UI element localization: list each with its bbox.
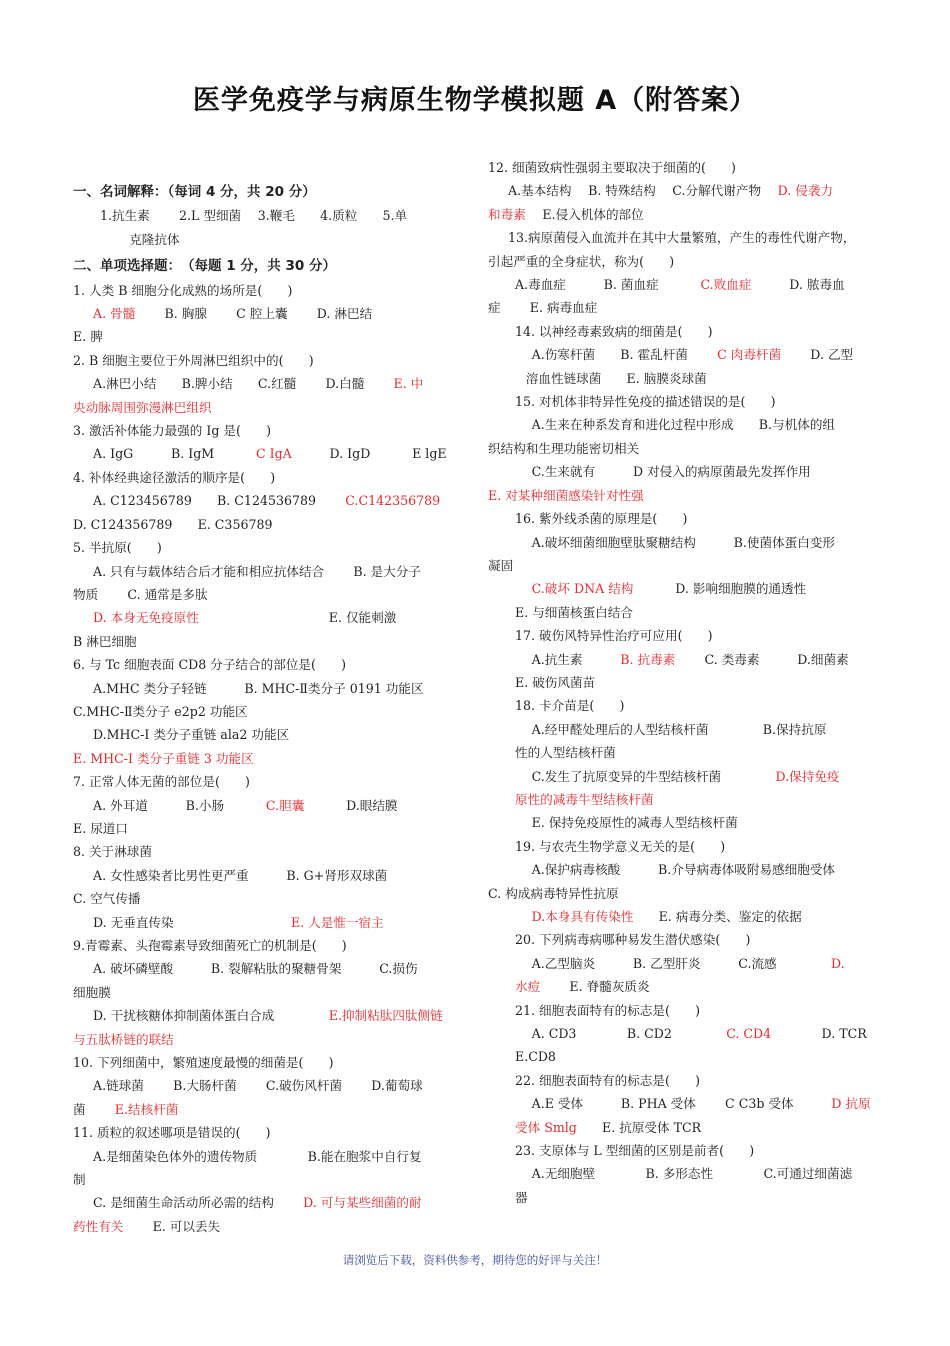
line-text: 16. 紫外线杀菌的原理是( ) — [515, 511, 688, 527]
text-line — [73, 442, 465, 465]
line-text: A.MHC 类分子轻链 B. MHC-Ⅱ类分子 0191 功能区 — [93, 680, 424, 696]
text-line — [488, 554, 880, 577]
line-text: 9.青霉素、头孢霉素导致细菌死亡的机制是( ) — [73, 938, 347, 953]
text-line — [73, 700, 465, 723]
line-text: A. 外耳道 B.小肠 — [93, 797, 266, 813]
answer-text: 与五肽桥链的联结 — [73, 1031, 174, 1047]
line-text: 4. 补体经典途径激活的顺序是( ) — [73, 469, 276, 485]
text-line — [73, 840, 465, 863]
text-line — [488, 1092, 880, 1115]
line-text: A. CD3 B. CD2 — [515, 1026, 727, 1042]
text-line — [73, 887, 465, 910]
text-line — [73, 1074, 465, 1097]
text-line — [488, 1186, 880, 1209]
line-text: 2. B 细胞主要位于外周淋巴组织中的( ) — [73, 352, 314, 368]
text-line — [73, 677, 465, 700]
line-text: A.经甲醛处理后的人型结核杆菌 B.保持抗原 — [515, 721, 827, 737]
text-line — [73, 934, 465, 957]
text-line — [73, 1168, 465, 1191]
line-text: A. 破坏磷壁酸 B. 裂解粘肽的聚糖骨架 C.损伤 — [93, 961, 418, 977]
answer-text: C.胆囊 — [265, 797, 305, 813]
line-text: 20. 下列病毒病哪种易发生潜伏感染( ) — [515, 932, 751, 948]
text-line — [488, 648, 880, 671]
text-line — [73, 349, 465, 372]
text-line — [488, 296, 880, 319]
text-line — [488, 343, 880, 366]
text-line — [488, 531, 880, 554]
line-text: E.CD8 — [515, 1049, 556, 1065]
line-text: A.E 受体 B. PHA 受体 C C3b 受体 — [515, 1096, 832, 1112]
line-text: E. 尿道口 — [73, 820, 128, 836]
line-text: 织结构和生理功能密切相关 — [488, 440, 640, 456]
text-line — [73, 1145, 465, 1168]
line-text: A. C123456789 B. C124536789 — [93, 493, 346, 509]
text-line — [488, 203, 880, 226]
text-line — [488, 835, 880, 858]
text-line — [73, 325, 465, 348]
line-text: 症 E. 病毒血症 — [488, 300, 598, 316]
answer-text: C.C142356789 — [345, 493, 441, 509]
line-text: 一、名词解释：（每词 4 分，共 20 分） — [73, 184, 316, 200]
answer-text: 央动脉周围弥漫淋巴组织 — [73, 399, 212, 415]
line-text: 17. 破伤风特异性治疗可应用( ) — [515, 628, 713, 644]
text-line — [73, 1191, 465, 1214]
line-text: D.MHC-I 类分子重链 ala2 功能区 — [93, 727, 290, 743]
answer-text: C IgA — [255, 446, 292, 462]
line-text: D. 无垂直传染 — [93, 914, 291, 930]
footer-note: 请浏览后下载，资料供参考，期待您的好评与关注！ — [342, 1253, 608, 1267]
text-line — [73, 1098, 465, 1121]
line-text: A.乙型脑炎 B. 乙型肝炎 C.流感 — [515, 955, 832, 971]
text-line — [73, 1121, 465, 1144]
line-text: D. TCR — [771, 1026, 867, 1042]
text-line — [73, 1028, 465, 1051]
text-line — [73, 466, 465, 489]
line-text: A. IgG B. IgM — [93, 446, 256, 462]
text-line — [73, 606, 465, 629]
answer-text: D. 侵袭力 — [777, 183, 834, 199]
line-text: 15. 对机体非特异性免疫的描述错误的是( ) — [515, 394, 776, 410]
line-text: C. 类毒素 D.细菌素 — [675, 651, 849, 667]
text-line — [488, 367, 880, 390]
answer-text: 水痘 — [515, 979, 541, 995]
text-line — [488, 320, 880, 343]
text-line — [488, 250, 880, 273]
line-text: E. 抗原受体 TCR — [576, 1119, 702, 1135]
answer-text: C. CD4 — [726, 1026, 772, 1042]
text-line — [488, 273, 880, 296]
text-line — [488, 507, 880, 530]
line-text: 11. 质粒的叙述哪项是错误的( ) — [73, 1125, 271, 1141]
line-text: 22. 细胞表面特有的标志是( ) — [515, 1072, 700, 1088]
line-text: D. 脓毒血 — [751, 277, 845, 293]
line-text: 19. 与农壳生物学意义无关的是( ) — [515, 838, 726, 854]
line-text: 克隆抗体 — [100, 231, 180, 247]
line-text: 10. 下列细菌中，繁殖速度最慢的细菌是( ) — [73, 1055, 334, 1071]
line-text: A.保护病毒核酸 B.介导病毒体吸附易感细胞受体 — [515, 862, 836, 878]
line-text: C.发生了抗原变异的牛型结核杆菌 — [515, 768, 776, 784]
text-line — [488, 1045, 880, 1068]
answer-text: E. MHC-I 类分子重链 3 功能区 — [73, 750, 254, 766]
line-text: A.基本结构 B. 特殊结构 C.分解代谢产物 — [508, 183, 778, 199]
text-line — [73, 981, 465, 1004]
left-column — [73, 177, 465, 1238]
text-line — [73, 1215, 465, 1238]
text-line — [488, 484, 880, 507]
text-line — [73, 794, 465, 817]
line-text: 引起严重的全身症状，称为( ) — [488, 253, 675, 269]
answer-text: 原性的减毒牛型结核杆菌 — [515, 791, 654, 807]
answer-text: 受体 Smlg — [515, 1119, 577, 1135]
line-text: 物质 C. 通常是多肽 — [73, 586, 208, 602]
line-text: E. 可以丢失 — [123, 1218, 221, 1234]
line-text: D. 乙型 — [781, 347, 854, 363]
line-text: D. 影响细胞膜的通透性 — [633, 581, 807, 597]
text-line — [488, 741, 880, 764]
text-line — [488, 858, 880, 881]
text-line — [488, 624, 880, 647]
text-line — [488, 905, 880, 928]
section-heading — [73, 255, 465, 278]
text-line — [73, 489, 465, 512]
line-text: E. 脊髓灰质炎 — [540, 979, 650, 995]
answer-text: C.败血症 — [700, 277, 752, 293]
answer-text: D. 可与某些细菌的耐 — [303, 1195, 422, 1211]
line-text: 7. 正常人体无菌的部位是( ) — [73, 774, 250, 790]
text-line — [73, 513, 465, 536]
line-text: B. 胸腺 C 腔上囊 D. 淋巴结 — [135, 306, 373, 322]
line-text: 二、单项选择题： （每题 1 分，共 30 分） — [73, 258, 336, 275]
text-line — [488, 788, 880, 811]
answer-text: D.本身具有传染性 — [531, 909, 634, 924]
text-line — [73, 1051, 465, 1074]
text-line — [73, 279, 465, 302]
text-line — [488, 694, 880, 717]
line-text: E. 脾 — [73, 329, 103, 345]
line-text: 6. 与 Tc 细胞表面 CD8 分子结合的部位是( ) — [73, 657, 346, 673]
line-text: 溶血性链球菌 E. 脑膜炎球菌 — [488, 370, 707, 386]
section-heading — [73, 181, 465, 204]
text-line — [73, 747, 465, 770]
answer-text: B. 抗毒素 — [620, 651, 676, 667]
line-text: 凝固 — [488, 557, 514, 573]
line-text: E. 仅能刺激 — [198, 610, 397, 626]
text-line — [73, 396, 465, 419]
line-text: 5. 半抗原( ) — [73, 540, 162, 556]
line-text: E. 病毒分类、鉴定的依据 — [633, 909, 802, 924]
line-text: 8. 关于淋球菌 — [73, 844, 152, 860]
text-line — [488, 671, 880, 694]
text-line — [488, 811, 880, 834]
text-line — [488, 928, 880, 951]
text-line — [488, 601, 880, 624]
text-line — [488, 390, 880, 413]
line-text: 1.抗生素 2.L 型细菌 3.鞭毛 4.质粒 5.单 — [100, 208, 408, 224]
line-text: A.生来在种系发育和进化过程中形成 B.与机体的组 — [515, 417, 836, 433]
answer-text: D 抗原 — [831, 1096, 871, 1112]
text-line — [73, 723, 465, 746]
line-text: 12. 细菌致病性强弱主要取决于细菌的( ) — [488, 160, 736, 175]
text-line — [488, 156, 880, 179]
text-line — [73, 1004, 465, 1027]
text-line — [488, 952, 880, 975]
text-line — [488, 718, 880, 741]
line-text: A.淋巴小结 B.脾小结 C.红髓 D.白髓 — [93, 376, 394, 392]
line-text: A.毒血症 B. 菌血症 — [515, 277, 701, 293]
text-line — [488, 1139, 880, 1162]
line-text: 3. 激活补体能力最强的 Ig 是( ) — [73, 423, 272, 439]
text-line — [73, 864, 465, 887]
line-text: C.MHC-Ⅱ类分子 e2p2 功能区 — [73, 703, 248, 719]
line-text: 1. 人类 B 细胞分化成熟的场所是( ) — [73, 282, 293, 298]
line-text: E.侵入机体的部位 — [525, 206, 644, 222]
text-line — [73, 419, 465, 442]
line-text: A.无细胞壁 B. 多形态性 C.可通过细菌滤 — [515, 1166, 853, 1182]
line-text: E. 与细菌核蛋白结合 — [515, 604, 633, 620]
line-text: B 淋巴细胞 — [73, 633, 137, 649]
answer-text: E. 中 — [393, 376, 424, 392]
line-text: D. C124356789 E. C356789 — [73, 516, 273, 532]
line-text: A.破坏细菌细胞壁肽聚糖结构 B.使菌体蛋白变形 — [515, 534, 836, 550]
text-line — [488, 577, 880, 600]
text-line — [73, 536, 465, 559]
answer-text: 和毒素 — [488, 206, 526, 222]
line-text: 18. 卡介苗是( ) — [515, 698, 625, 714]
line-text: A.链球菌 B.大肠杆菌 C.破伤风杆菌 D.葡萄球 — [93, 1078, 423, 1094]
text-line — [488, 1116, 880, 1139]
text-line — [73, 372, 465, 395]
line-text — [515, 581, 532, 596]
answer-text: E. 人是惟一宿主 — [290, 914, 384, 930]
line-text: A.抗生素 — [515, 651, 621, 667]
text-line — [488, 1162, 880, 1185]
answer-text: 药性有关 — [73, 1218, 124, 1234]
answer-text: D. — [831, 955, 845, 971]
text-line — [488, 765, 880, 788]
text-line — [488, 413, 880, 436]
answer-text: D. 本身无免疫原性 — [93, 610, 199, 626]
answer-text: E. 对某种细菌感染针对性强 — [488, 487, 644, 503]
answer-text: D.保持免疫 — [775, 768, 840, 784]
line-text: 23. 支原体与 L 型细菌的区别是前者( ) — [515, 1143, 755, 1159]
text-line — [73, 204, 465, 227]
text-line — [73, 957, 465, 980]
text-line — [73, 770, 465, 793]
answer-text: E.结核杆菌 — [114, 1101, 179, 1117]
line-text: E. 破伤风菌苗 — [515, 674, 596, 690]
line-text: C. 构成病毒特异性抗原 — [488, 885, 619, 901]
answer-text: C.破坏 DNA 结构 — [531, 581, 634, 597]
right-column — [488, 156, 880, 1209]
text-line — [488, 226, 880, 249]
line-text: A.伤寒杆菌 B. 霍乱杆菌 — [515, 347, 718, 363]
text-line — [488, 1069, 880, 1092]
line-text: C. 空气传播 — [73, 891, 141, 907]
text-line — [73, 583, 465, 606]
line-text: D. 干扰核糖体抑制菌体蛋白合成 — [93, 1008, 329, 1024]
text-line — [488, 437, 880, 460]
answer-text: E.抑制粘肽四肽侧链 — [328, 1008, 443, 1024]
line-text: A. 只有与载体结合后才能和相应抗体结合 B. 是大分子 — [93, 563, 422, 579]
text-line — [488, 975, 880, 998]
text-line — [73, 560, 465, 583]
text-line — [488, 1022, 880, 1045]
line-text: 细胞膜 — [73, 984, 111, 1000]
text-line — [488, 460, 880, 483]
line-text: 13.病原菌侵入血流并在其中大量繁殖，产生的毒性代谢产物， — [508, 230, 856, 246]
line-text: C. 是细菌生命活动所必需的结构 — [93, 1195, 304, 1211]
line-text: C.生来就有 D 对侵入的病原菌最先发挥作用 — [515, 464, 811, 480]
line-text: 菌 — [73, 1101, 115, 1117]
line-text: 性的人型结核杆菌 — [515, 745, 616, 761]
text-line — [73, 911, 465, 934]
line-text: A.是细菌染色体外的遗传物质 B.能在胞浆中自行复 — [93, 1148, 422, 1164]
line-text: 器 — [515, 1189, 528, 1205]
text-line — [73, 630, 465, 653]
text-line — [488, 179, 880, 202]
text-line — [73, 817, 465, 840]
text-line — [488, 999, 880, 1022]
line-text: 14. 以神经毒素致病的细菌是( ) — [515, 323, 713, 339]
line-text: D. IgD E lgE — [291, 446, 447, 462]
answer-text: A. 骨髓 — [93, 306, 136, 322]
document-title: 医学免疫学与病原生物学模拟题 A（附答案） — [192, 85, 758, 116]
line-text — [515, 909, 532, 924]
text-line — [73, 302, 465, 325]
text-line — [488, 882, 880, 905]
text-line — [73, 653, 465, 676]
line-text: 21. 细胞表面特有的标志是( ) — [515, 1002, 700, 1018]
text-line — [73, 228, 465, 251]
line-text: E. 保持免疫原性的减毒人型结核杆菌 — [515, 815, 738, 831]
line-text: 制 — [73, 1172, 86, 1188]
line-text: D.眼结膜 — [304, 797, 398, 813]
answer-text: C 肉毒杆菌 — [717, 347, 782, 363]
line-text: A. 女性感染者比男性更严重 B. G+肾形双球菌 — [93, 867, 388, 883]
